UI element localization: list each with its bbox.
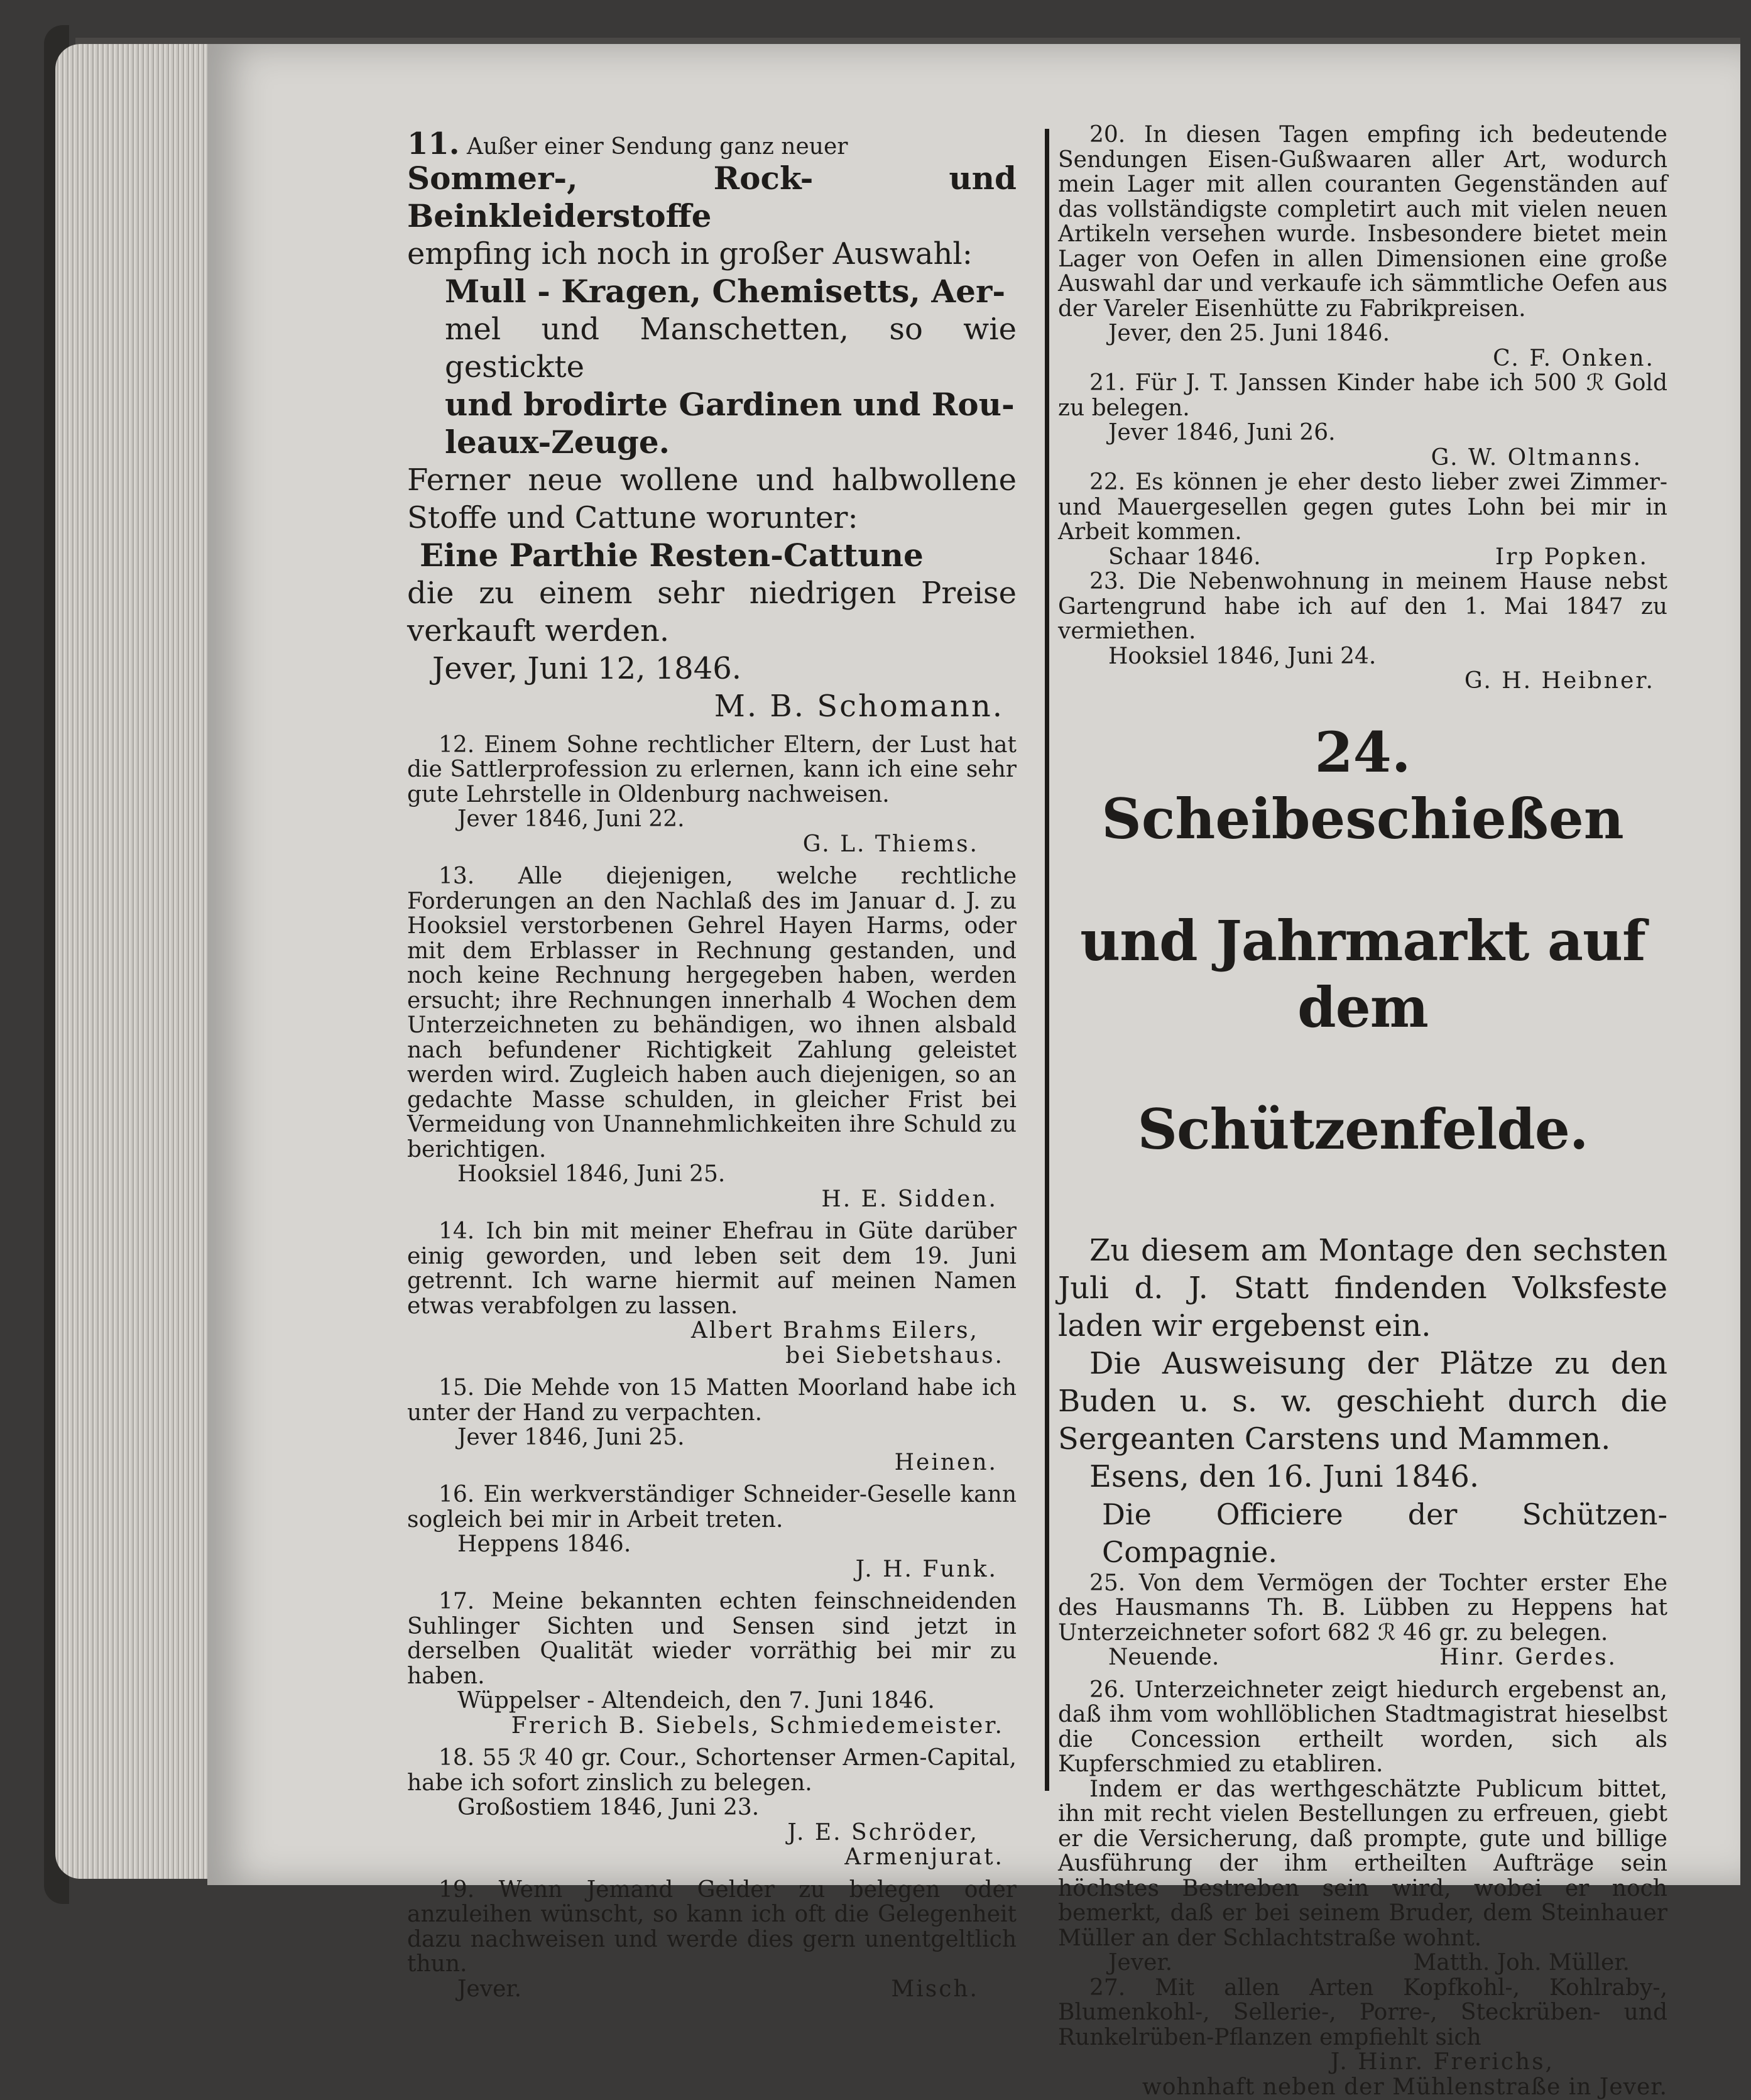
ad-signature: M. B. Schomann. (714, 688, 1004, 724)
ad-text: 23. Die Nebenwohnung in meinem Hause nebst Gartengrund habe ich auf den 1. Mai 1847 zu vermiethen. (1058, 569, 1667, 644)
ad-text: 19. Wenn Jemand Gelder zu belegen oder anzuleihen wünscht, so kann ich oft die Gelegenheit dazu nachweisen und werde dies gern unentgeltlich thun. (407, 1876, 1017, 1977)
ad-27 (1058, 1976, 1667, 2100)
ad-text: 15. Die Mehde von 15 Matten Moorland habe ich unter der Hand zu verpachten. (407, 1375, 1017, 1426)
ad-text: 22. Es können je eher desto lieber zwei Zimmer- und Mauergesellen gegen gutes Lohn bei mir in Arbeit kommen. (1058, 469, 1667, 545)
ad-items: leaux-Zeuge. (445, 423, 670, 461)
ad-intro: Außer einer Sendung ganz neuer (466, 134, 848, 160)
ad-signature: G. H. Heibner. (1464, 668, 1655, 694)
ad-date: Jever, Juni 12, 1846. (432, 650, 742, 686)
ad-signature: bei Siebetshaus. (785, 1342, 1004, 1369)
ad-signature: Matth. Joh. Müller. (1413, 1950, 1630, 1976)
ad-headline: 24. Scheibeschießen (1101, 719, 1624, 851)
ad-date: Jever 1846, Juni 26. (1108, 420, 1336, 446)
ad-signature: Irp Popken. (1495, 544, 1649, 570)
ad-21 (1058, 371, 1667, 470)
ad-text: Ferner neue wollene und halbwollene Stoffe und Cattune worunter: (407, 462, 1017, 535)
ad-date: Jever 1846, Juni 22. (457, 806, 685, 832)
ad-text: Indem er das werthgeschätzte Publicum bittet, ihn mit recht vielen Bestellungen zu erfreuen, giebt er die Versicherung, daß prompte, gute und billige Ausführung der ihm ertheilten Aufträge sein höchstes Bestreben sein wird, wobei er noch bemerkt, daß er bei seinem Bruder, dem Steinhauer Müller an der Schlachtstraße wohnt. (1058, 1776, 1667, 1951)
ad-date: Heppens 1846. (457, 1531, 631, 1557)
ad-20 (1058, 123, 1667, 371)
ad-date: Jever. (457, 1976, 522, 2002)
ad-text: 16. Ein werkverständiger Schneider-Geselle kann sogleich bei mir in Arbeit treten. (407, 1482, 1017, 1533)
ad-headline: und Jahrmarkt auf dem (1080, 907, 1645, 1040)
ad-14 (407, 1219, 1017, 1368)
ad-date: Jever 1846, Juni 25. (457, 1425, 685, 1450)
ad-text: 13. Alle diejenigen, welche rechtliche Forderungen an den Nachlaß des im Januar d. J. zu Hooksiel verstorbenen Gehrel Hayen Harms, oder mit dem Erblasser in Rechnung gestanden, und noch keine Rechnung hergegeben haben, werden ersucht; ihre Rechnungen innerhalb 4 Wochen dem Unterzeichneten zu behändigen, wo ihnen alsbald nach befundener Richtigkeit Zahlung geleistet werden wird. Zugleich haben auch diejenigen, so an gedachte Masse schulden, in gleicher Frist bei Vermeidung von Unannehmlichkeiten ihre Schuld zu berichtigen. (407, 863, 1017, 1162)
ad-12 (407, 733, 1017, 857)
ad-text: 26. Unterzeichneter zeigt hiedurch ergebenst an, daß ihm vom wohllöblichen Stadtmagistrat hieselbst die Concession ertheilt worden, sich als Kupferschmied zu etabliren. (1058, 1676, 1667, 1777)
ad-signature: Armenjurat. (844, 1844, 1004, 1870)
ad-text: 20. In diesen Tagen empfing ich bedeutende Sendungen Eisen-Gußwaaren aller Art, wodurch mein Lager mit allen couranten Gegenständen auf das vollständigste completirt auch mit vielen neuen Artikeln versehen wurde. Insbesondere bietet mein Lager von Oefen in allen Dimensionen eine große Auswahl dar und verkaufe ich sämmtliche Oefen aus der Vareler Eisenhütte zu Fabrikpreisen. (1058, 122, 1667, 322)
ad-signature: G. W. Oltmanns. (1431, 444, 1642, 471)
ad-date: Schaar 1846. (1108, 544, 1261, 570)
ad-date: Hooksiel 1846, Juni 24. (1108, 643, 1377, 669)
ad-15 (407, 1375, 1017, 1475)
ad-22 (1058, 470, 1667, 569)
ad-text: 18. 55 ℛ 40 gr. Cour., Schortenser Armen-Capital, habe ich sofort zinslich zu belegen. (407, 1745, 1017, 1796)
ad-headline: Schützenfelde. (1137, 1096, 1588, 1162)
ad-17 (407, 1589, 1017, 1738)
right-column (1058, 123, 1667, 2099)
ad-text: 14. Ich bin mit meiner Ehefrau in Güte darüber einig geworden, und leben seit dem 19. Juni getrennt. Ich warne hiermit auf meinen Namen etwas verabfolgen zu lassen. (407, 1218, 1017, 1319)
ad-date: Wüppelser - Altendeich, den 7. Juni 1846. (457, 1688, 935, 1714)
ad-headline: Eine Parthie Resten-Cattune (420, 536, 924, 574)
ad-23 (1058, 569, 1667, 694)
ad-date: Hooksiel 1846, Juni 25. (457, 1161, 726, 1187)
page-edges (55, 44, 212, 1879)
ad-13 (407, 864, 1017, 1211)
ad-signature: Heinen. (894, 1449, 998, 1475)
ad-signature: wohnhaft neben der Mühlenstraße in Jever. (1142, 2074, 1667, 2100)
ad-text: empfing ich noch in großer Auswahl: (407, 236, 973, 271)
ad-signature: Hinr. Gerdes. (1439, 1644, 1617, 1670)
ad-date: Jever, den 25. Juni 1846. (1108, 320, 1390, 346)
ad-date: Jever. (1108, 1950, 1173, 1976)
ad-signature: J. E. Schröder, (787, 1819, 979, 1846)
ad-signature: H. E. Sidden. (821, 1186, 998, 1212)
ad-text: die zu einem sehr niedrigen Preise verkauft werden. (407, 575, 1017, 648)
ad-date: Großostiem 1846, Juni 23. (457, 1795, 760, 1820)
ad-headline: Sommer-, Rock- und Beinkleiderstoffe (407, 159, 1017, 234)
left-column (407, 126, 1017, 2002)
ad-signature: G. L. Thiems. (802, 831, 979, 857)
ad-16 (407, 1482, 1017, 1582)
ad-text: 17. Meine bekannten echten feinschneidenden Suhlinger Sichten und Sensen sind jetzt in derselben Qualität wieder vorräthig bei mir zu haben. (407, 1589, 1017, 1689)
ad-signature: J. H. Funk. (855, 1556, 998, 1582)
ad-18 (407, 1746, 1017, 1870)
ad-text: 27. Mit allen Arten Kopfkohl-, Kohlraby-, Blumenkohl-, Sellerie-, Porre-, Steckrüben- und Runkelrüben-Pflanzen empfiehlt sich (1058, 1974, 1667, 2050)
ad-items: mel und Manschetten, so wie gestickte (445, 311, 1017, 385)
ad-signature: C. F. Onken. (1493, 345, 1655, 371)
ad-date: Neuende. (1108, 1644, 1219, 1670)
ad-text: 12. Einem Sohne rechtlicher Eltern, der Lust hat die Sattlerprofession zu erlernen, kann ich eine sehr gute Lehrstelle in Oldenburg nachweisen. (407, 731, 1017, 807)
ad-items: und brodirte Gardinen und Rou- (445, 385, 1015, 423)
ad-text: Die Ausweisung der Plätze zu den Buden u. s. w. geschieht durch die Sergeanten Carstens und Mammen. (1058, 1345, 1667, 1457)
ad-19 (407, 1878, 1017, 2002)
column-rule (1045, 129, 1049, 1791)
ad-date: Esens, den 16. Juni 1846. (1089, 1458, 1480, 1494)
ad-24 (1058, 719, 1667, 1571)
ad-text: 21. Für J. T. Janssen Kinder habe ich 500 ℛ Gold zu belegen. (1058, 370, 1667, 421)
ad-signature: Frerich B. Siebels, Schmiedemeister. (511, 1712, 1004, 1739)
ad-signature: Die Officiere der Schützen-Compagnie. (1102, 1497, 1667, 1569)
ad-11 (407, 126, 1017, 725)
ad-text: 25. Von dem Vermögen der Tochter erster Ehe des Hausmanns Th. B. Lübben zu Heppens hat Unterzeichneter sofort 682 ℛ 46 gr. zu belegen. (1058, 1570, 1667, 1646)
ad-text: Zu diesem am Montage den sechsten Juli d. J. Statt findenden Volksfeste laden wir ergebenst ein. (1058, 1232, 1667, 1343)
ad-items: Mull - Kragen, Chemisetts, Aer- (445, 272, 1006, 310)
ad-signature: Albert Brahms Eilers, (690, 1318, 979, 1343)
ad-signature: J. Hinr. Frerichs, (1330, 2049, 1554, 2075)
ad-number: 11. (407, 126, 460, 161)
ad-26 (1058, 1678, 1667, 1976)
ad-25 (1058, 1571, 1667, 1670)
ad-signature: Misch. (891, 1976, 979, 2002)
